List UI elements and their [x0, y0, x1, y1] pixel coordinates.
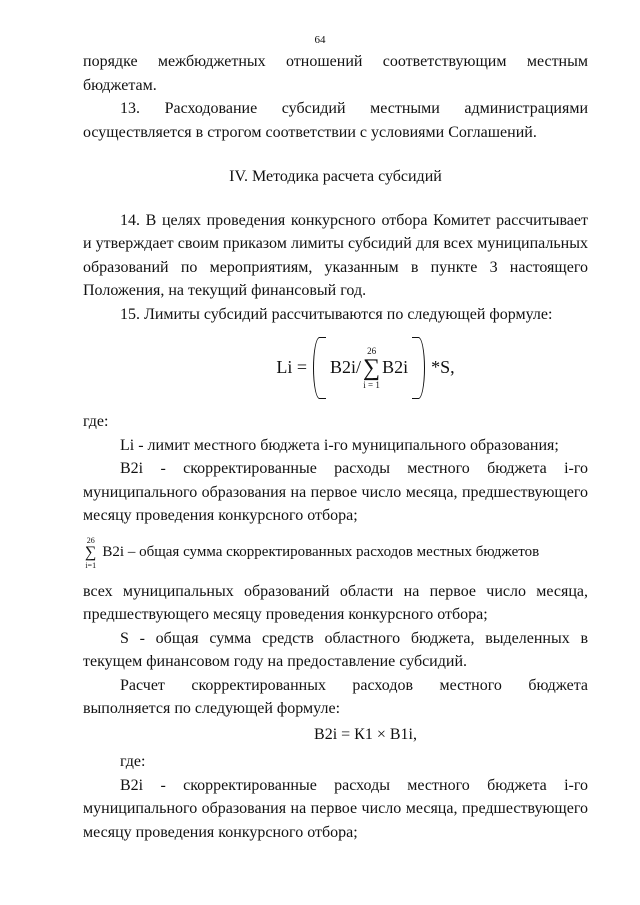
sum-operator [363, 346, 380, 390]
paragraph-continuation: порядке межбюджетных отношений соответствующим местным бюджетам. [83, 53, 588, 94]
sum-definition-line [83, 536, 588, 570]
b2i-definition-2: В2i - скорректированные расходы местного бюджета i-го муниципального образования на первое число месяца, предшествующего месяцу проведения конкурсного отбора; [83, 776, 588, 841]
sum-upper-limit: 26 [367, 346, 377, 356]
document-body [83, 50, 588, 844]
formula-inner-right: В2i [382, 357, 409, 378]
sum-definition-text: В2i – общая сумма скорректированных расходов местных бюджетов [102, 543, 540, 560]
where-label: где: [83, 413, 109, 430]
calc-intro: Расчет скорректированных расходов местного бюджета выполняется по следующей формуле: [83, 676, 588, 717]
inline-sigma-icon: ∑ [85, 543, 97, 561]
sigma-icon: ∑ [363, 355, 381, 381]
limit-formula [143, 326, 588, 410]
inline-sum-upper: 26 [86, 535, 95, 545]
paragraph-14: 14. В целях проведения конкурсного отбора Комитет рассчитывает и утверждает своим приказом лимиты субсидий для всех муниципальных образований по мероприятиям, указанным в пункте 3 настоящего Положения, на текущий финансовый год. [83, 211, 588, 299]
sum-lower-limit: i = 1 [363, 380, 380, 390]
left-paren [313, 337, 326, 399]
page-number: 64 [314, 34, 326, 46]
s-definition: S - общая сумма средств областного бюджета, выделенных в текущем финансовом году на предоставление субсидий. [83, 629, 588, 670]
paragraph-15: 15. Лимиты субсидий рассчитываются по следующей формуле: [120, 305, 553, 323]
b2i-definition: В2i - скорректированные расходы местного бюджета i-го муниципального образования на первое число месяца, предшествующего месяцу проведения конкурсного отбора; [83, 460, 588, 524]
formula-tail: *S, [431, 357, 455, 378]
paragraph-13: 13. Расходование субсидий местными администрациями осуществляется в строгом соответствии с условиями Соглашений. [83, 100, 588, 141]
where-label-2: где: [120, 753, 146, 770]
right-paren [412, 337, 425, 399]
b2i-formula: В2i = К1 × В1i, [314, 725, 417, 743]
formula-inner-left: В2i/ [330, 357, 362, 378]
sum-definition-continued: всех муниципальных образований области на первое число месяца, предшествующего месяцу проведения конкурсного отбора; [83, 582, 588, 623]
formula-lhs: Li = [276, 357, 307, 378]
inline-sum-lower: i=1 [85, 560, 97, 570]
li-definition: Li - лимит местного бюджета i-го муниципального образования; [120, 436, 559, 454]
section-heading: IV. Методика расчета субсидий [229, 168, 442, 185]
inline-sum-operator [85, 536, 96, 570]
